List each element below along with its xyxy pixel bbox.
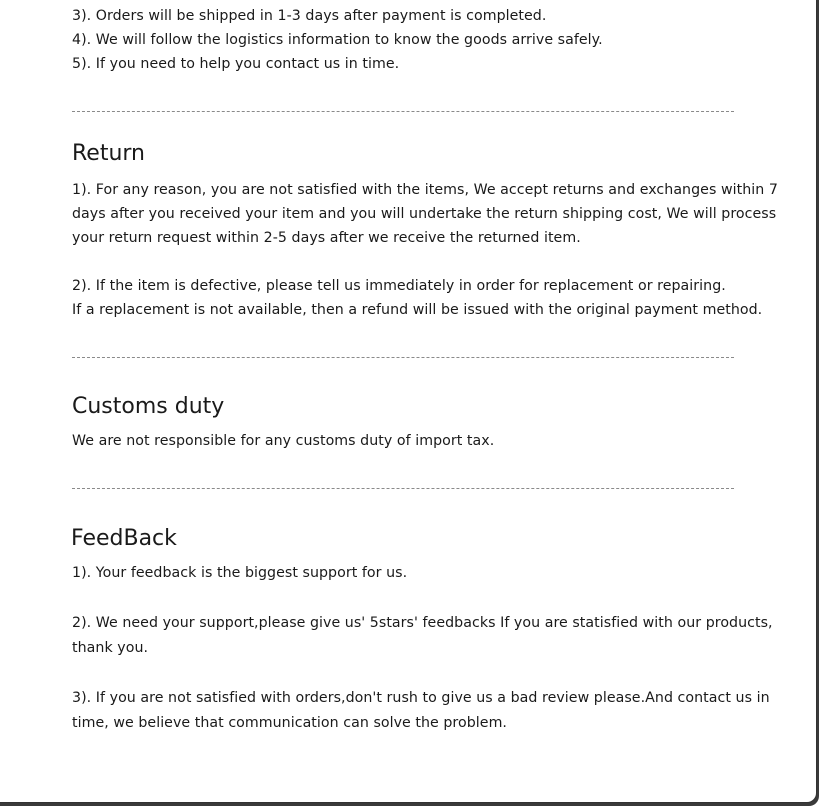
feedback-line-3: thank you. bbox=[72, 640, 149, 656]
return-line-2: days after you received your item and you will undertake the return shipping cost, We will process bbox=[72, 206, 777, 222]
return-line-4: 2). If the item is defective, please tell us immediately in order for replacement or repairing. bbox=[72, 278, 726, 294]
feedback-line-2: 2). We need your support,please give us' 5stars' feedbacks If you are statisfied with our products, bbox=[72, 615, 773, 631]
feedback-line-1: 1). Your feedback is the biggest support for us. bbox=[72, 565, 408, 581]
return-line-5: If a replacement is not available, then a refund will be issued with the original payment method. bbox=[72, 302, 763, 318]
return-line-1: 1). For any reason, you are not satisfied with the items, We accept returns and exchanges within 7 bbox=[72, 182, 778, 198]
customs-text: We are not responsible for any customs duty of import tax. bbox=[72, 433, 495, 449]
return-line-3: your return request within 2-5 days after we receive the returned item. bbox=[72, 230, 581, 246]
section-divider bbox=[72, 111, 734, 112]
feedback-line-5: time, we believe that communication can solve the problem. bbox=[72, 715, 507, 731]
shipping-item-4: 4). We will follow the logistics information to know the goods arrive safely. bbox=[72, 32, 603, 48]
feedback-line-4: 3). If you are not satisfied with orders,don't rush to give us a bad review please.And contact us in bbox=[72, 690, 770, 706]
shipping-item-5: 5). If you need to help you contact us in time. bbox=[72, 56, 400, 72]
section-divider bbox=[72, 357, 734, 358]
section-divider bbox=[72, 488, 734, 489]
return-heading: Return bbox=[72, 141, 146, 166]
feedback-heading: FeedBack bbox=[71, 526, 177, 551]
shipping-item-3: 3). Orders will be shipped in 1-3 days after payment is completed. bbox=[72, 8, 547, 24]
customs-heading: Customs duty bbox=[72, 394, 225, 419]
